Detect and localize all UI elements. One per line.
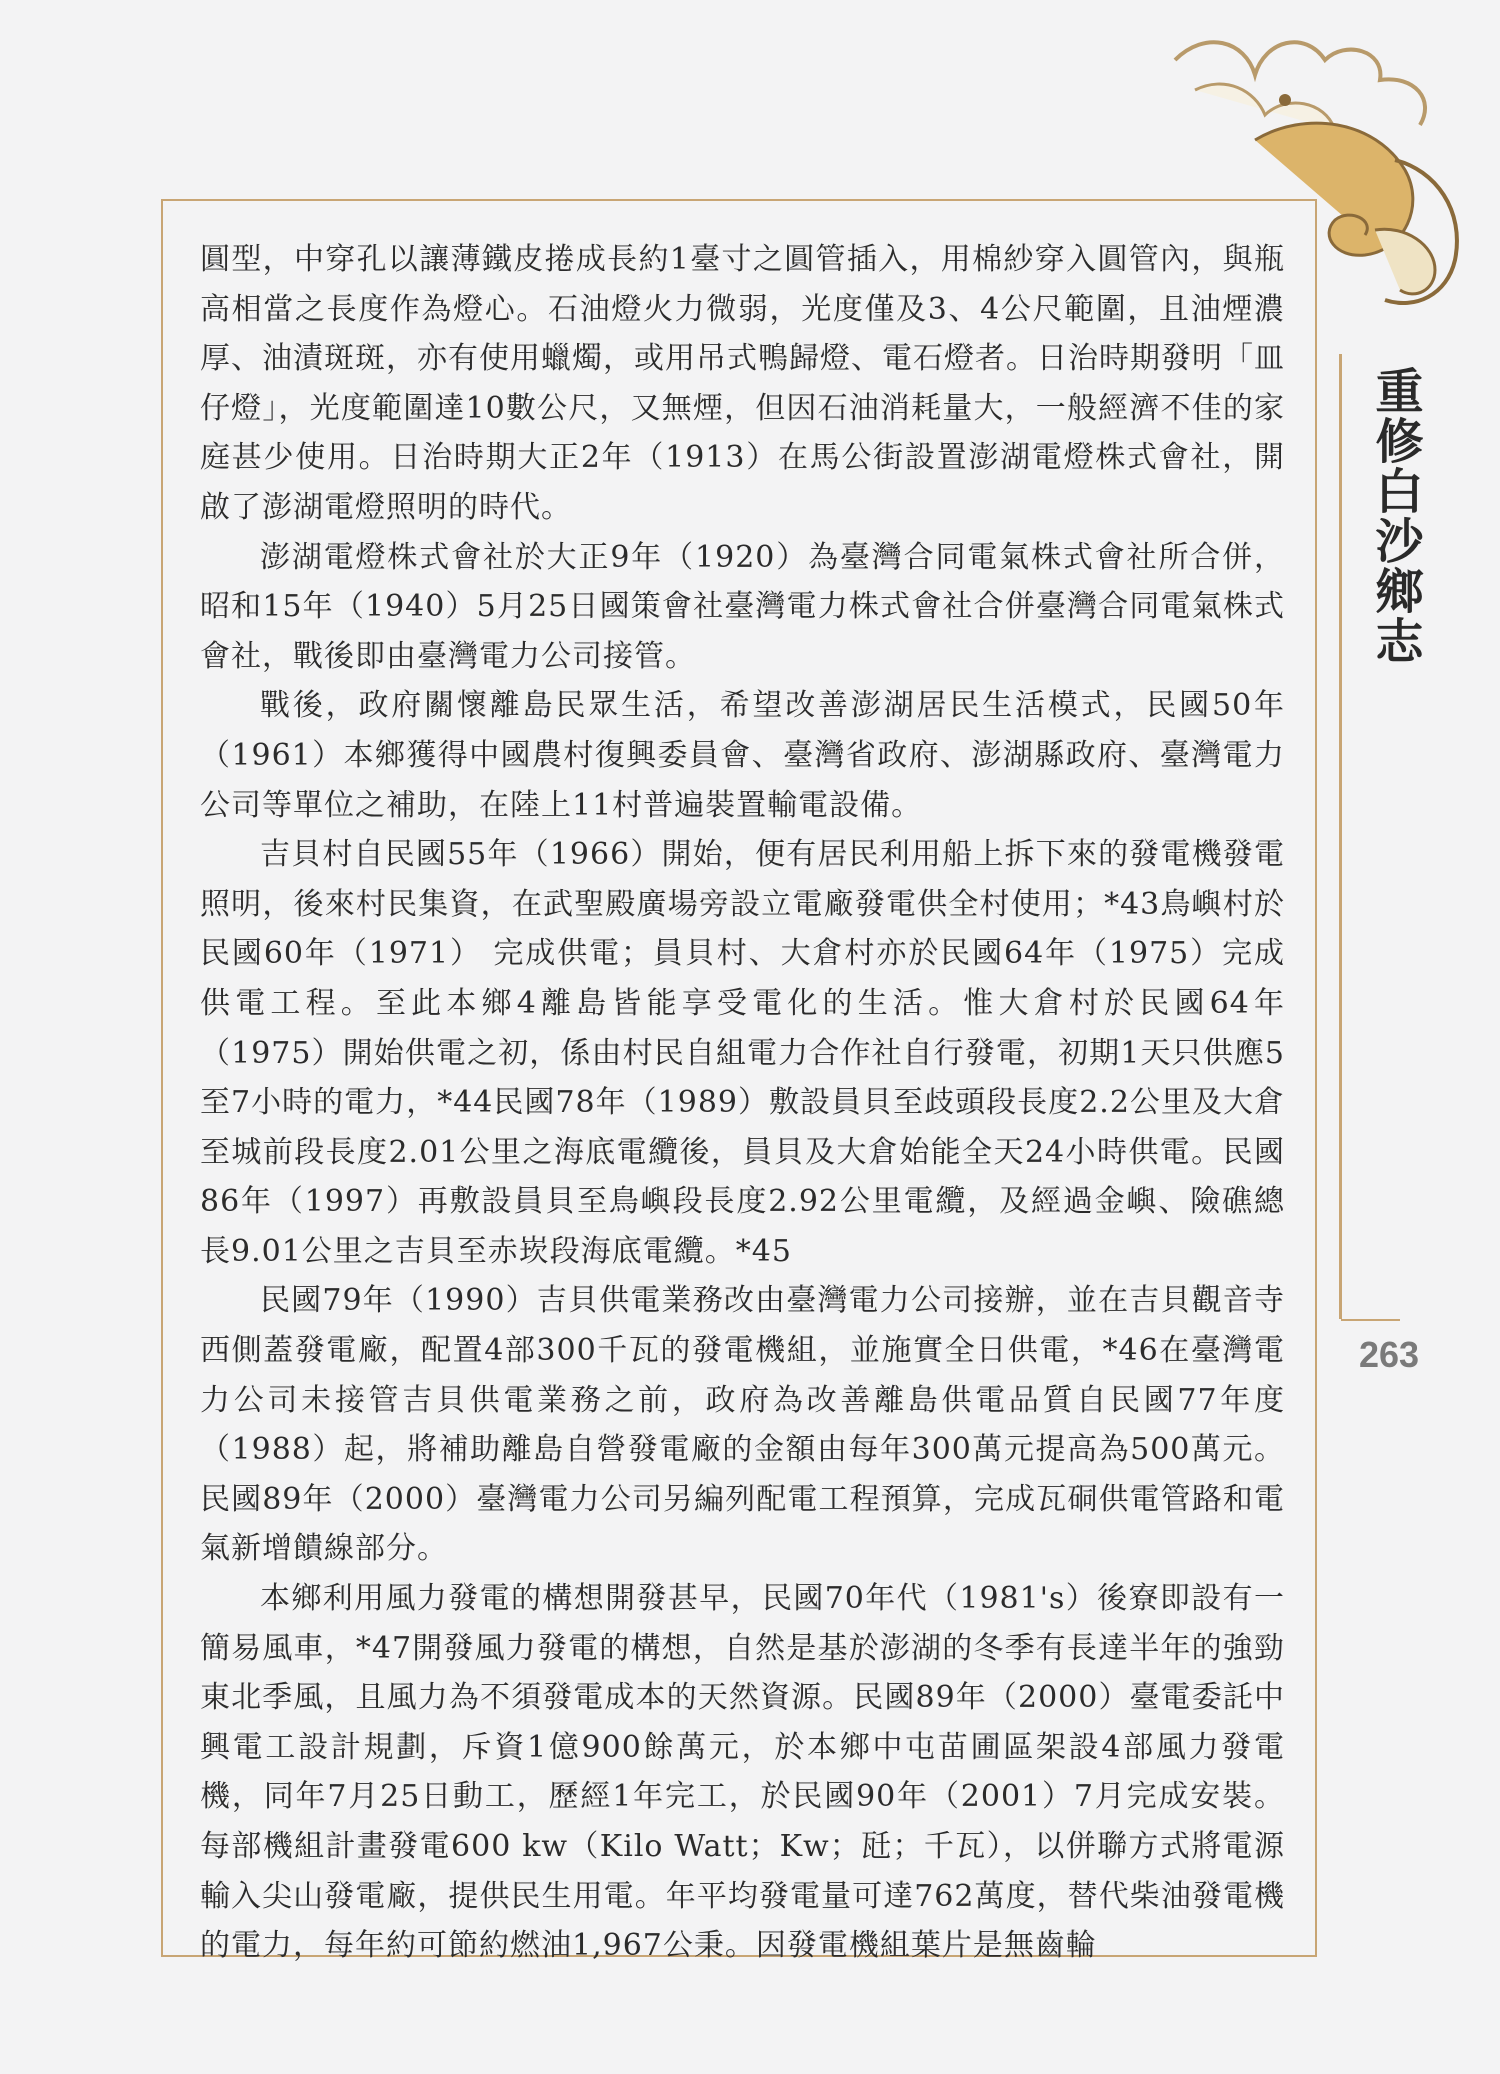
paragraph: 民國79年（1990）吉貝供電業務改由臺灣電力公司接辦，並在吉貝觀音寺西側蓋發電廠，配置4部300千瓦的發電機組，並施實全日供電，*46在臺灣電力公司未接管吉貝供電業務之前，政府為改善離島供電品質自民國77年度（1988）起，將補助離島自營發電廠的金額由每年300萬元提高為500萬元。民國89年（2000）臺灣電力公司另編列配電工程預算，完成瓦硐供電管路和電氣新增饋線部分。 — [200, 1283, 1285, 1567]
paragraph: 澎湖電燈株式會社於大正9年（1920）為臺灣合同電氣株式會社所合併，昭和15年（1940）5月25日國策會社臺灣電力株式會社合併臺灣合同電氣株式會社，戰後即由臺灣電力公司接管。 — [200, 539, 1285, 674]
body-text — [200, 235, 1285, 1971]
paragraph: 圓型，中穿孔以讓薄鐵皮捲成長約1臺寸之圓管插入，用棉紗穿入圓管內，與瓶高相當之長度作為燈心。石油燈火力微弱，光度僅及3、4公尺範圍，且油煙濃厚、油漬斑斑，亦有使用蠟燭，或用吊式鴨歸燈、電石燈者。日治時期發明「皿仔燈」，光度範圍達10數公尺，又無煙，但因石油消耗量大，一般經濟不佳的家庭甚少使用。日治時期大正2年（1913）在馬公街設置澎湖電燈株式會社，開啟了澎湖電燈照明的時代。 — [200, 242, 1285, 525]
paragraph: 吉貝村自民國55年（1966）開始，便有居民利用船上拆下來的發電機發電照明，後來村民集資，在武聖殿廣場旁設立電廠發電供全村使用；*43鳥嶼村於民國60年（1971） 完成供電；員貝村、大倉村亦於民國64年（1975）完成供電工程。至此本鄉4離島皆能享受電化的生活。惟大倉村於民國64年（1975）開始供電之初，係由村民自組電力合作社自行發電，初期1天只供應5至7小時的電力，*44民國78年（1989）敷設員貝至歧頭段長度2.2公里及大倉至城前段長度2.01公里之海底電纜後，員貝及大倉始能全天24小時供電。民國86年（1997）再敷設員貝至鳥嶼段長度2.92公里電纜，及經過金嶼、險礁總長9.01公里之吉貝至赤崁段海底電纜。*45 — [200, 837, 1285, 1269]
book-title: 重修白沙鄉志 — [1367, 366, 1423, 666]
page-number: 263 — [1358, 1334, 1420, 1375]
page-number-rule — [1341, 1319, 1400, 1321]
paragraph: 本鄉利用風力發電的構想開發甚早，民國70年代（1981's）後寮即設有一簡易風車，*47開發風力發電的構想，自然是基於澎湖的冬季有長達半年的強勁東北季風，且風力為不須發電成本的天然資源。民國89年（2000）臺電委託中興電工設計規劃，斥資1億900餘萬元，於本鄉中屯苗圃區架設4部風力發電機，同年7月25日動工，歷經1年完工，於民國90年（2001）7月完成安裝。每部機組計畫發電600 kw（Kilo Watt；Kw；瓩；千瓦），以併聯方式將電源輸入尖山發電廠，提供民生用電。年平均發電量可達762萬度，替代柴油發電機的電力，每年約可節約燃油1,967公秉。因發電機組葉片是無齒輪 — [200, 1581, 1285, 1964]
side-divider — [1339, 354, 1342, 1319]
paragraph: 戰後，政府關懷離島民眾生活，希望改善澎湖居民生活模式，民國50年（1961）本鄉獲得中國農村復興委員會、臺灣省政府、澎湖縣政府、臺灣電力公司等單位之補助，在陸上11村普遍裝置輸電設備。 — [200, 688, 1285, 823]
